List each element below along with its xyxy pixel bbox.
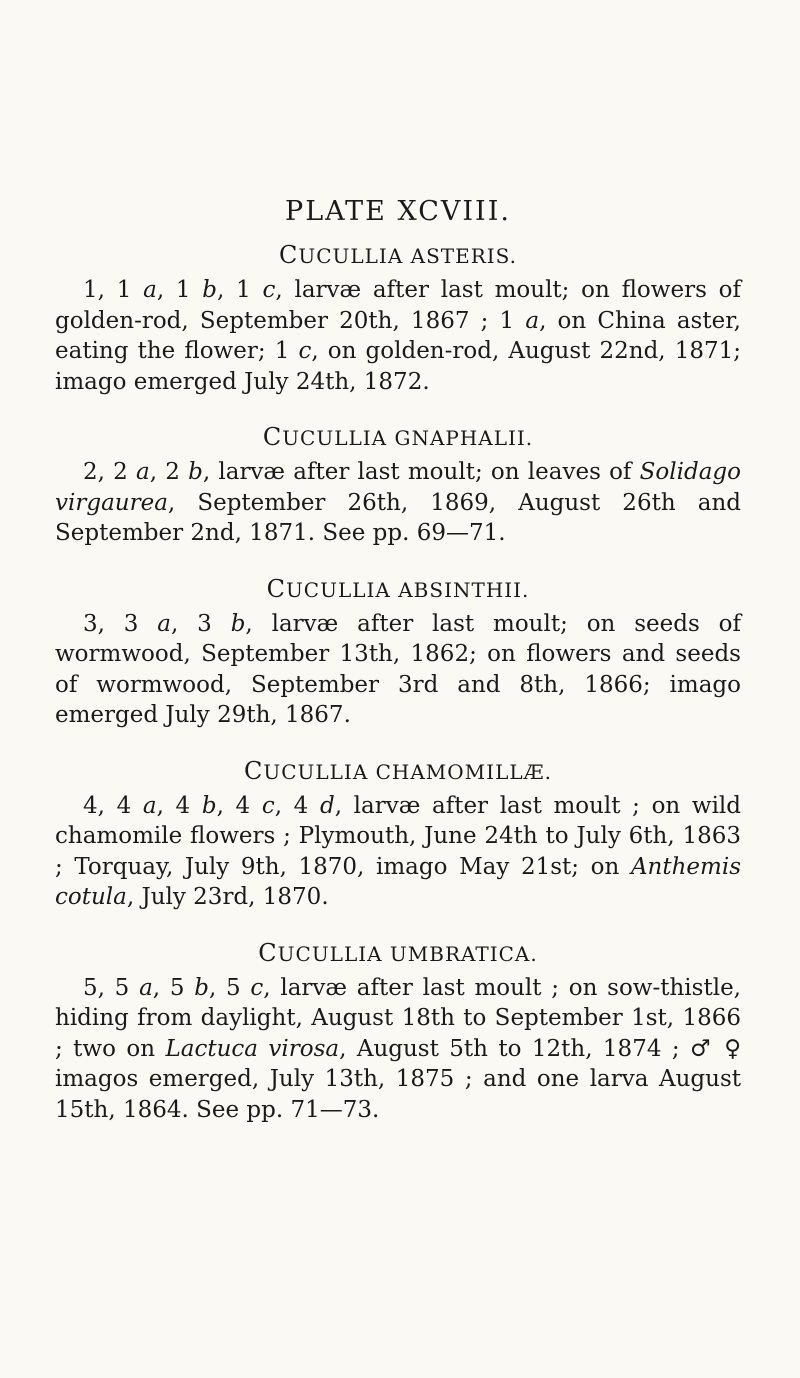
- species-heading: [55, 757, 741, 785]
- italic-text: c: [261, 792, 275, 819]
- italic-text: b: [230, 610, 246, 637]
- species-heading-rest: UCULLIA CHAMOMILLÆ.: [263, 759, 553, 784]
- section-cucullia-umbratica: [55, 939, 741, 1126]
- italic-text: a: [136, 459, 150, 485]
- species-heading-rest: UCULLIA ABSINTHII.: [285, 577, 530, 602]
- species-heading-rest: UCULLIA ASTERIS.: [298, 244, 518, 268]
- section-cucullia-asteris: [55, 241, 741, 397]
- species-description: [55, 609, 741, 731]
- italic-text: c: [298, 338, 312, 364]
- species-heading-initial: C: [278, 241, 299, 269]
- body-text: , 3: [171, 610, 231, 637]
- body-text: 2, 2: [83, 459, 137, 485]
- species-heading-rest: UCULLIA UMBRATICA.: [277, 941, 538, 966]
- body-text: , larvæ after last moult ; on wild chamomile flowers ; Plymouth, June 24th to July 6th, 1863 ; Torquay, July 9th, 1870, imago May 21st; on: [55, 792, 742, 880]
- body-text: , 4: [274, 792, 320, 819]
- body-text: , 4: [156, 792, 202, 819]
- italic-text: a: [143, 277, 157, 303]
- body-text: , 1: [156, 277, 203, 303]
- italic-text: Solidago virgaurea: [55, 459, 741, 516]
- section-cucullia-gnaphalii: [55, 423, 741, 549]
- species-heading-initial: C: [262, 423, 283, 451]
- species-heading-rest: UCULLIA GNAPHALII.: [282, 426, 534, 450]
- body-text: , larvæ after last moult; on leaves of: [202, 459, 640, 485]
- body-text: , larvæ after last moult ; on sow-thistle, hiding from daylight, August 18th to September 1st, 1866 ; two on: [55, 974, 741, 1062]
- body-text: , larvæ after last moult; on flowers of golden-rod, September 20th, 1867 ; 1: [55, 277, 741, 334]
- species-heading-initial: C: [243, 756, 264, 785]
- italic-text: d: [319, 792, 335, 819]
- section-cucullia-chamomillae: [55, 757, 741, 913]
- plate-title: PLATE XCVIII.: [285, 196, 511, 227]
- body-text: , 5: [152, 974, 195, 1001]
- species-description: [55, 973, 741, 1126]
- page: [55, 196, 741, 1151]
- body-text: , 4: [216, 792, 262, 819]
- species-description: [55, 791, 741, 913]
- italic-text: Anthemis cotula: [55, 853, 741, 910]
- species-heading: [55, 241, 741, 269]
- body-text: , August 5th to 12th, 1874 ; ♂ ♀ imagos emerged, July 13th, 1875 ; and one larva August 15th, 1864. See pp. 71—73.: [55, 1035, 742, 1123]
- italic-text: Lactuca virosa: [165, 1035, 340, 1062]
- italic-text: a: [525, 307, 540, 334]
- body-text: 3, 3: [83, 610, 158, 637]
- body-text: , July 23rd, 1870.: [126, 884, 329, 910]
- italic-text: a: [157, 610, 172, 637]
- body-text: , 5: [208, 974, 251, 1001]
- italic-text: b: [188, 459, 203, 485]
- species-heading-initial: C: [258, 938, 278, 967]
- species-description: [55, 275, 741, 397]
- species-heading: [55, 575, 741, 603]
- body-text: , 2: [149, 459, 189, 485]
- italic-text: c: [262, 277, 276, 303]
- italic-text: b: [202, 277, 218, 303]
- species-heading-initial: C: [266, 574, 286, 603]
- species-description: [55, 457, 741, 549]
- body-text: 4, 4: [83, 792, 143, 819]
- section-cucullia-absinthii: [55, 575, 741, 731]
- italic-text: b: [194, 974, 209, 1001]
- italic-text: a: [142, 792, 157, 819]
- species-heading: [55, 423, 741, 451]
- italic-text: b: [201, 792, 217, 819]
- body-text: , on China aster, eating the flower; 1: [55, 307, 741, 364]
- body-text: 5, 5: [83, 974, 140, 1001]
- body-text: , on golden-rod, August 22nd, 1871; imago emerged July 24th, 1872.: [55, 338, 742, 395]
- body-text: , larvæ after last moult; on seeds of wormwood, September 13th, 1862; on flowers and seeds of wormwood, September 3rd and 8th, 1866; imago emerged July 29th, 1867.: [55, 610, 741, 728]
- italic-text: a: [139, 974, 153, 1001]
- species-heading: [55, 939, 741, 967]
- body-text: 1, 1: [83, 277, 144, 303]
- italic-text: c: [250, 974, 264, 1001]
- body-text: , 1: [217, 277, 263, 303]
- body-text: , September 26th, 1869, August 26th and September 2nd, 1871. See pp. 69—71.: [55, 489, 741, 546]
